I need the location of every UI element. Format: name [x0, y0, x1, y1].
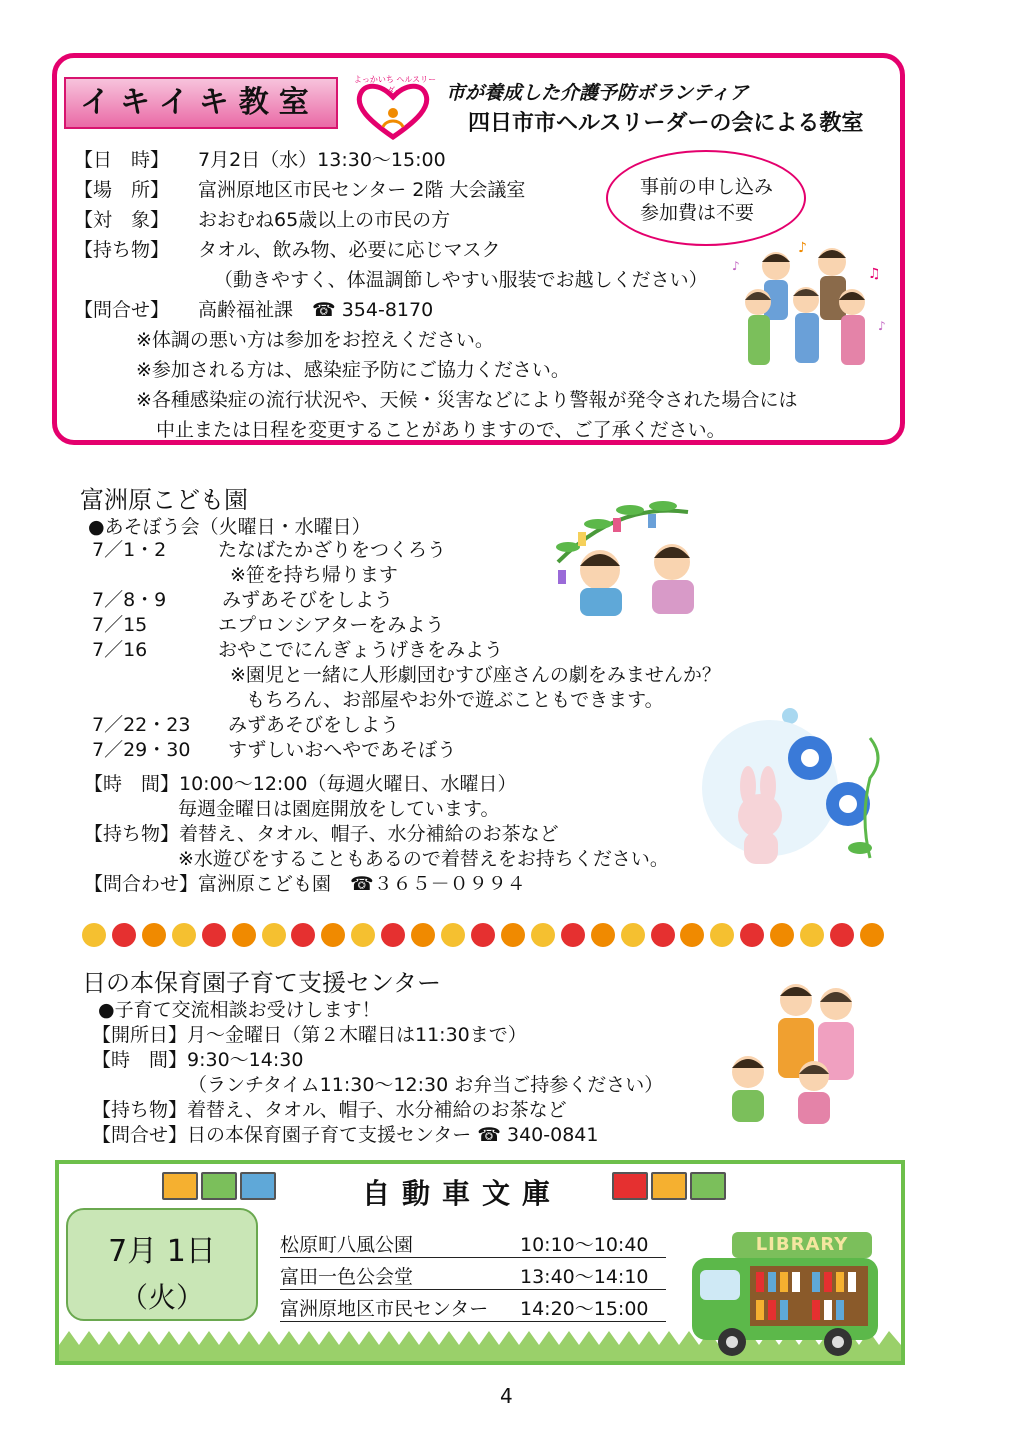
schedule-date: 7／15 [92, 614, 148, 636]
bus-sign-text: LIBRARY [755, 1234, 849, 1255]
watermelon-icon [202, 923, 226, 947]
ikiiki-target-row [74, 205, 450, 232]
watermelon-icon [291, 923, 315, 947]
sunflower-icon [501, 923, 525, 947]
book-icon [240, 1172, 276, 1200]
schedule-note: もちろん、お部屋やお外で遊ぶこともできます。 [246, 689, 664, 711]
pineapple-icon [172, 923, 196, 947]
hinomoto-time: 【時 間】9:30～14:30 [92, 1049, 304, 1071]
stop-time: 10:10～10:40 [520, 1234, 649, 1256]
tanabata-children-illustration [538, 492, 710, 618]
oval-line: 事前の申し込み [640, 176, 774, 198]
hinomoto-title: 日の本保育園子育て支援センター [82, 969, 442, 997]
ikiiki-items-row [74, 235, 500, 262]
row-value: タオル、飲み物、必要に応じマスク [198, 239, 501, 261]
stop-place: 富洲原地区市民センター [280, 1298, 489, 1320]
bookmobile-stop [280, 1262, 666, 1290]
schedule-date: 7／8・9 [92, 589, 167, 611]
svg-text:♪: ♪ [878, 319, 886, 333]
watermelon-icon [740, 923, 764, 947]
ikiiki-contact-row [74, 295, 433, 322]
fruit-decoration-border [82, 920, 884, 950]
hinomoto-subhead: ●子育て交流相談お受けします！ [98, 999, 381, 1021]
books-decoration-right [612, 1172, 726, 1200]
hinomoto-lunch: （ランチタイム11:30～12:30 お弁当ご持参ください） [188, 1074, 664, 1096]
watermelon-icon [381, 923, 405, 947]
bookmobile-stop [280, 1230, 666, 1258]
book-icon [651, 1172, 687, 1200]
ikiiki-note: ※参加される方は、感染症予防にご協力ください。 [136, 359, 570, 381]
schedule-event: おやこでにんぎょうげきをみよう [218, 639, 504, 661]
morning-glory-bunny-illustration [700, 708, 890, 868]
oval-line: 参加費は不要 [640, 202, 755, 224]
pineapple-icon [621, 923, 645, 947]
row-label: 【日 時】 [74, 149, 170, 171]
book-icon [690, 1172, 726, 1200]
schedule-date: 7／29・30 [92, 739, 191, 761]
kodomoen-garden-open: 毎週金曜日は園庭開放をしています。 [178, 798, 500, 820]
logo-text: よっかいち ヘルスリーダー [353, 75, 437, 95]
svg-text:♪: ♪ [798, 240, 807, 256]
schedule-event: みずあそびをしよう [228, 714, 400, 736]
hinomoto-items: 【持ち物】着替え、タオル、帽子、水分補給のお茶など [92, 1099, 567, 1121]
ikiiki-title: イキイキ教室 [64, 77, 338, 129]
pineapple-icon [800, 923, 824, 947]
sunflower-icon [770, 923, 794, 947]
schedule-event: すずしいおへやであそぼう [228, 739, 457, 761]
row-value: 高齢福祉課 ☎ 354-8170 [198, 299, 434, 321]
schedule-event: たなばたかざりをつくろう [218, 539, 447, 561]
pineapple-icon [262, 923, 286, 947]
row-label: 【問合せ】 [74, 299, 170, 321]
ikiiki-subtitle-volunteer: 市が養成した介護予防ボランティア [446, 82, 749, 104]
stop-time: 13:40～14:10 [520, 1266, 649, 1288]
schedule-date: 7／22・23 [92, 714, 191, 736]
row-value: 7月2日（水）13:30～15:00 [198, 149, 446, 171]
bookmobile-date-box [66, 1208, 258, 1321]
ikiiki-note: ※各種感染症の流行状況や、天候・災害などにより警報が発令された場合には [136, 389, 798, 411]
kodomoen-time: 【時 間】10:00～12:00（毎週火曜日、水曜日） [84, 773, 517, 795]
books-decoration-left [162, 1172, 276, 1200]
kodomoen-items: 【持ち物】着替え、タオル、帽子、水分補給のお茶など [84, 823, 559, 845]
watermelon-icon [830, 923, 854, 947]
bookmobile-stop [280, 1294, 666, 1322]
pineapple-icon [82, 923, 106, 947]
svg-text:♫: ♫ [868, 266, 881, 282]
hinomoto-contact: 【問合せ】日の本保育園子育て支援センター ☎ 340-0841 [92, 1124, 599, 1146]
ikiiki-date-row [74, 145, 446, 172]
pineapple-icon [351, 923, 375, 947]
kodomoen-subhead: ●あそぼう会（火曜日・水曜日） [88, 516, 371, 538]
family-illustration [712, 980, 872, 1130]
kodomoen-title: 富洲原こども園 [80, 486, 248, 514]
ikiiki-note: 中止または日程を変更することがありますので、ご了承ください。 [156, 419, 726, 441]
watermelon-icon [561, 923, 585, 947]
stop-time: 14:20～15:00 [520, 1298, 649, 1320]
schedule-date: 7／1・2 [92, 539, 167, 561]
page-number: 4 [500, 1384, 513, 1408]
sunflower-icon [321, 923, 345, 947]
row-value: おおむね65歳以上の市民の方 [198, 209, 451, 231]
stop-place: 松原町八風公園 [280, 1234, 414, 1256]
bookmobile-title: 自動車文庫 [362, 1177, 563, 1210]
schedule-event: エプロンシアターをみよう [218, 614, 445, 636]
row-label: 【持ち物】 [74, 239, 170, 261]
row-label: 【対 象】 [74, 209, 170, 231]
bookmobile-date: 7月 1日 [108, 1234, 216, 1269]
hinomoto-open-days: 【開所日】月～金曜日（第２木曜日は11:30まで） [92, 1024, 527, 1046]
book-icon [201, 1172, 237, 1200]
kodomoen-items-note: ※水遊びをすることもあるので着替えをお持ちください。 [178, 848, 669, 870]
row-value: 富洲原地区市民センター 2階 大会議室 [198, 179, 526, 201]
book-icon [612, 1172, 648, 1200]
stop-place: 富田一色公会堂 [280, 1266, 414, 1288]
singing-seniors-illustration [728, 240, 890, 382]
watermelon-icon [112, 923, 136, 947]
sunflower-icon [680, 923, 704, 947]
schedule-event: みずあそびをしよう [222, 589, 394, 611]
watermelon-icon [651, 923, 675, 947]
watermelon-icon [471, 923, 495, 947]
row-label: 【場 所】 [74, 179, 170, 201]
pineapple-icon [531, 923, 555, 947]
ikiiki-clothing-note: （動きやすく、体温調節しやすい服装でお越しください） [214, 269, 708, 291]
sunflower-icon [232, 923, 256, 947]
svg-text:♪: ♪ [732, 259, 740, 273]
sunflower-icon [411, 923, 435, 947]
sunflower-icon [591, 923, 615, 947]
ikiiki-place-row [74, 175, 525, 202]
sunflower-icon [142, 923, 166, 947]
sunflower-icon [860, 923, 884, 947]
ikiiki-note: ※体調の悪い方は参加をお控えください。 [136, 329, 494, 351]
kodomoen-contact: 【問合わせ】富洲原こども園 ☎３６５－０９９４ [84, 873, 526, 895]
schedule-note: ※笹を持ち帰ります [230, 564, 398, 586]
ikiiki-subtitle-organizer: 四日市市ヘルスリーダーの会による教室 [468, 111, 864, 136]
book-icon [162, 1172, 198, 1200]
schedule-date: 7／16 [92, 639, 148, 661]
schedule-note: ※園児と一緒に人形劇団むすび座さんの劇をみませんか？ [230, 664, 721, 686]
pineapple-icon [441, 923, 465, 947]
bookmobile-weekday: （火） [119, 1281, 204, 1314]
pineapple-icon [710, 923, 734, 947]
